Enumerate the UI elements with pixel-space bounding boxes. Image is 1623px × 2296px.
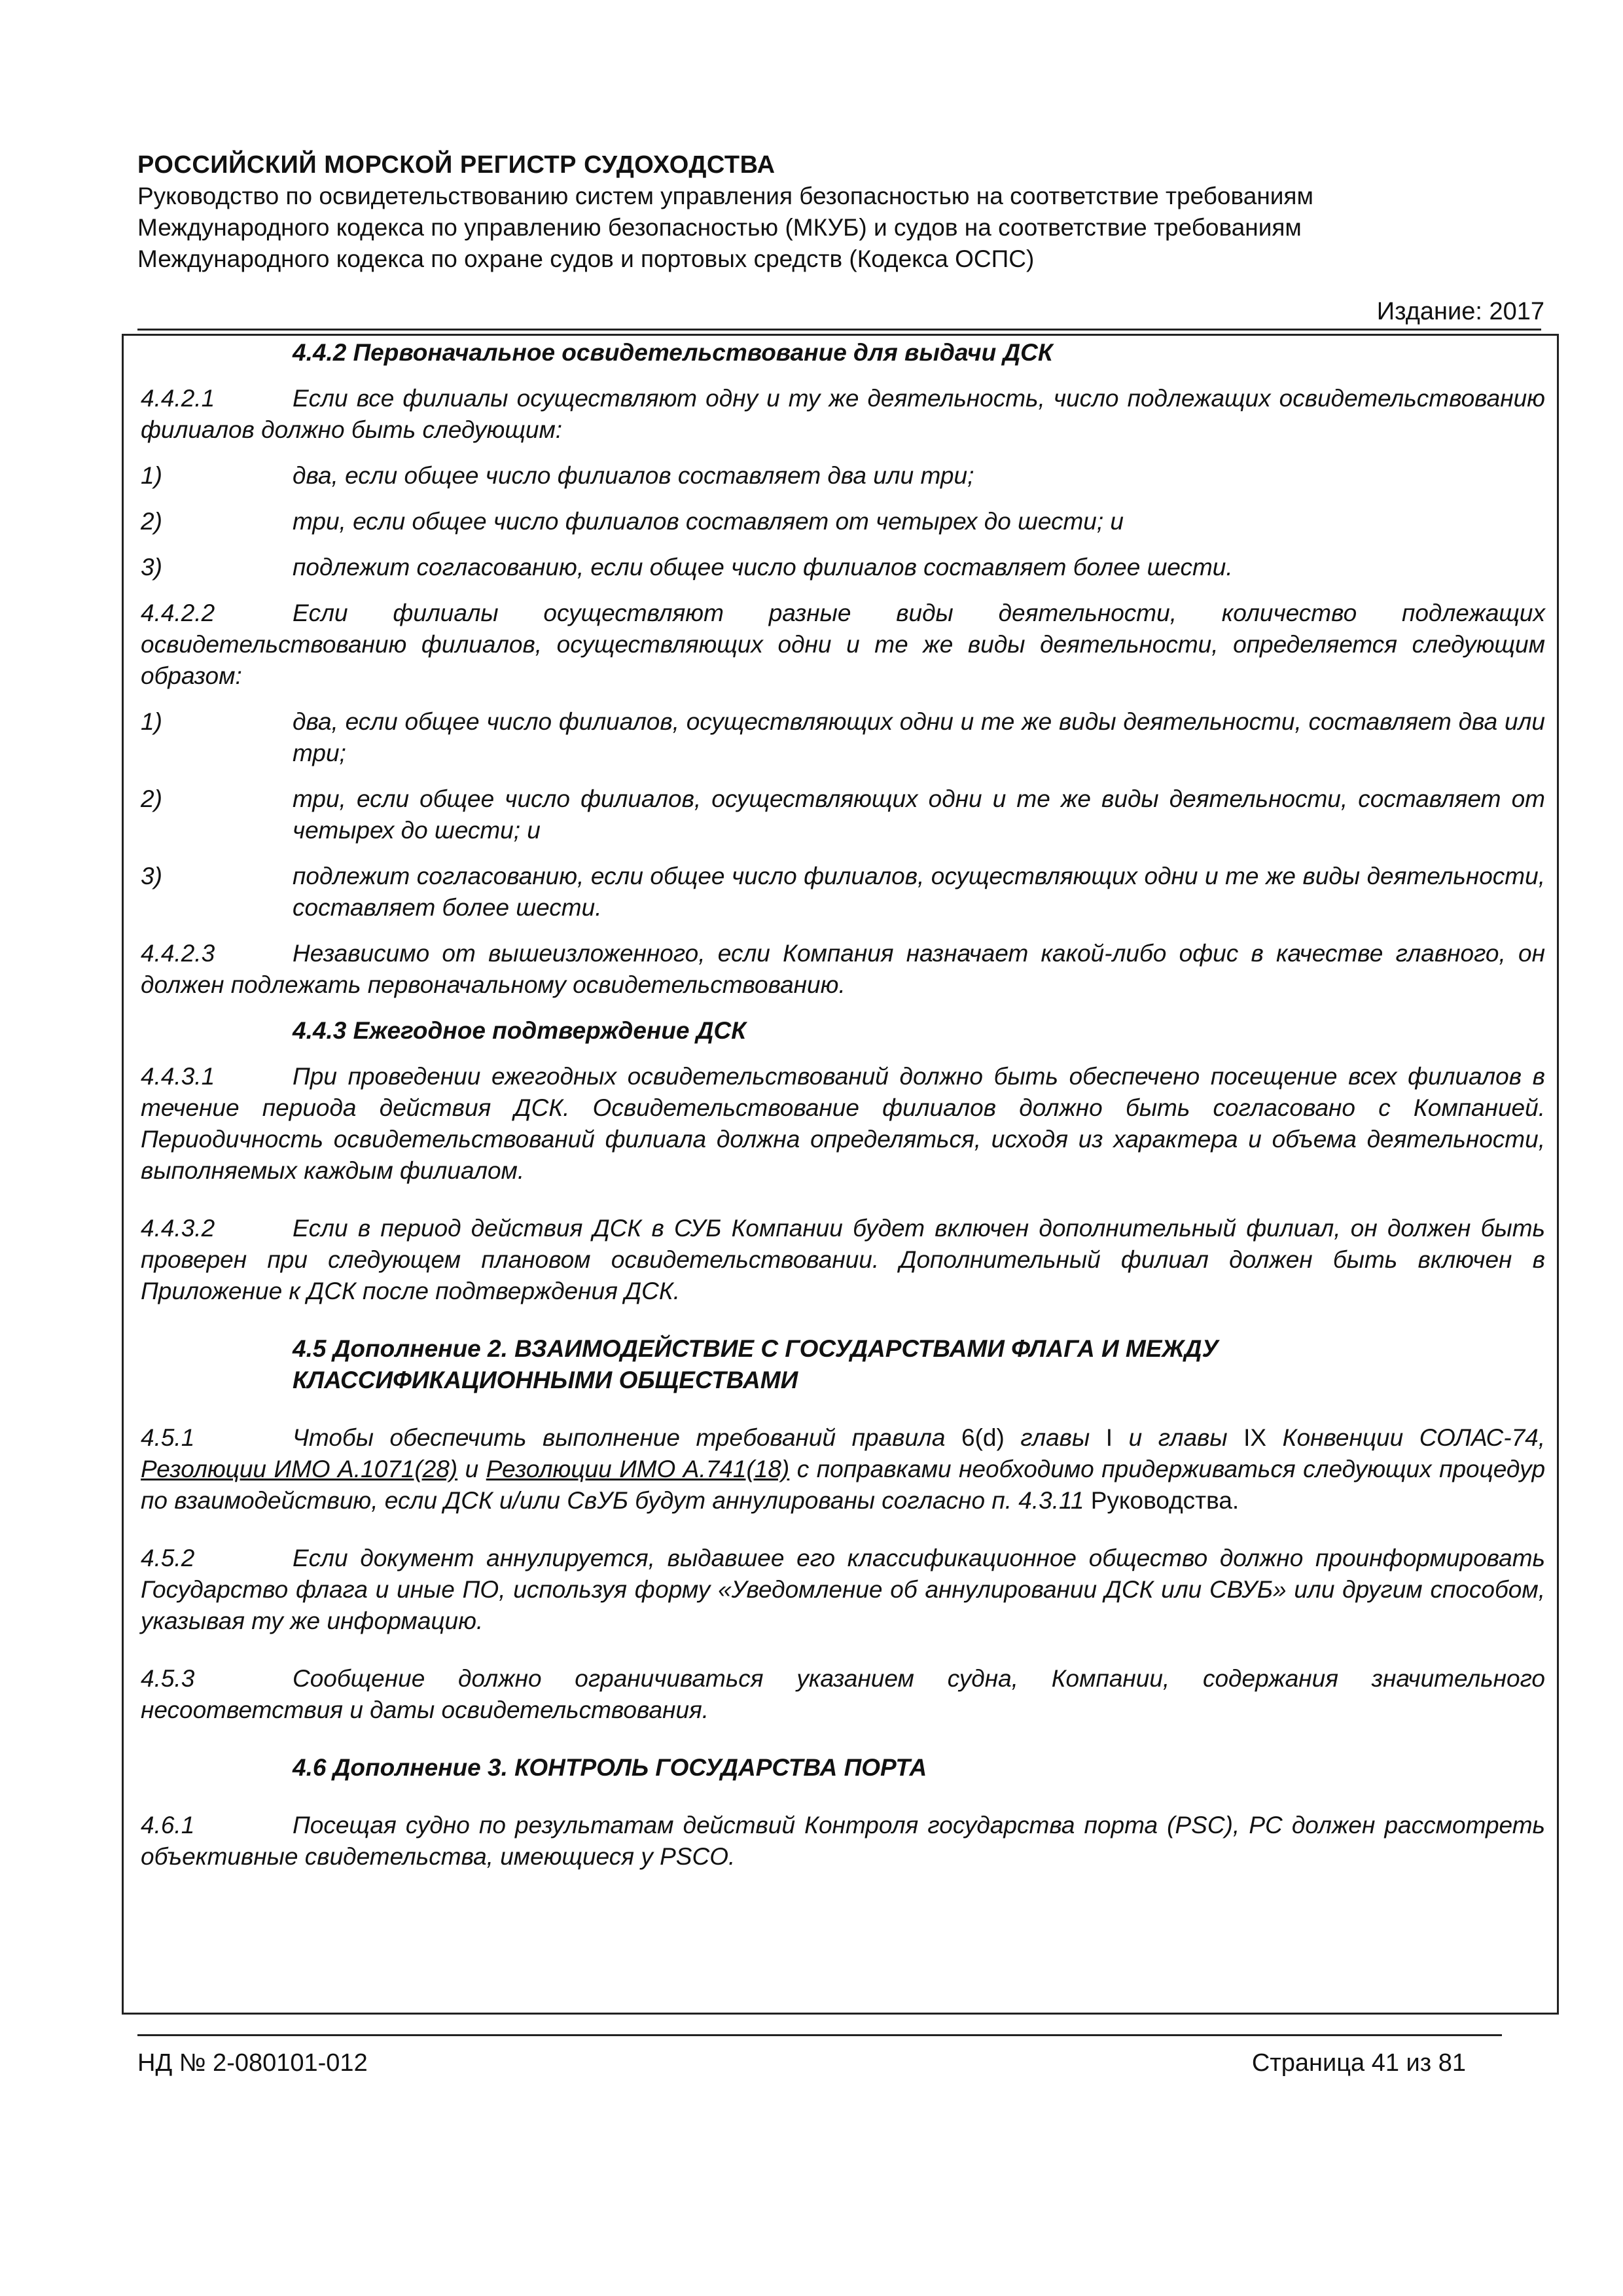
list-item-text: подлежит согласованию, если общее число филиалов, осуществляющих одни и те же виды деятельности, составляет более шести. [293, 863, 1545, 921]
document-number: НД № 2-080101-012 [137, 2049, 368, 2077]
guide-title-line: Международного кодекса по управлению безопасностью (МКУБ) и судов на соответствие требованиям [137, 214, 1302, 241]
paragraph-number: 4.4.2.1 [141, 385, 215, 412]
imo-resolution-link[interactable]: Резолюции ИМО А.741(18) [486, 1456, 790, 1482]
section-heading-4-6: 4.6 Дополнение 3. КОНТРОЛЬ ГОСУДАРСТВА ПОРТА [293, 1754, 927, 1781]
paragraph-text: с поправками необходимо придерживаться следующих процедур по взаимодействию, если ДСК и/или СвУБ будут аннулированы согласно п. 4.3.11 [141, 1456, 1546, 1514]
section-heading-line: КЛАССИФИКАЦИОННЫМИ ОБЩЕСТВАМИ [293, 1367, 798, 1393]
paragraph-number: 4.4.3.2 [141, 1215, 215, 1242]
guide-title-line: Руководство по освидетельствованию систем управления безопасностью на соответствие требованиям [137, 183, 1313, 209]
paragraph-text: Если документ аннулируется, выдавшее его классификационное общество должно проинформировать Государство флага и иные ПО, используя форму «Уведомление об аннулировании ДСК или СВУБ» или другим способом, указывая ту же информацию. [141, 1545, 1545, 1634]
footer-divider [137, 2034, 1502, 2036]
paragraph-number: 4.4.2.3 [141, 940, 215, 967]
list-item-label: 1) [141, 462, 162, 489]
list-item-label: 1) [141, 708, 162, 735]
paragraph-4-5-1 [141, 1422, 1545, 1516]
section-heading-4-4-2: 4.4.2 Первоначальное освидетельствование для выдачи ДСК [293, 339, 1053, 366]
paragraph-text: и главы [1113, 1424, 1244, 1451]
list-item-text: три, если общее число филиалов составляет от четырех до шести; и [293, 508, 1124, 535]
page-number: Страница 41 из 81 [1251, 2049, 1466, 2077]
paragraph-text: Посещая судно по результатам действий Контроля государства порта (PSC), РС должен рассмотреть объективные свидетельства, имеющиеся у PSCO. [141, 1812, 1545, 1870]
paragraph-number: 4.4.2.2 [141, 600, 215, 626]
list-item-text: подлежит согласованию, если общее число филиалов составляет более шести. [293, 554, 1233, 581]
list-item [141, 706, 1545, 769]
rule-reference: 6(d) [961, 1424, 1005, 1451]
guide-title-line: Международного кодекса по охране судов и портовых средств (Кодекса ОСПС) [137, 245, 1035, 272]
list-item [141, 861, 1545, 924]
paragraph-number: 4.4.3.1 [141, 1063, 215, 1090]
paragraph-4-6-1 [141, 1810, 1545, 1873]
paragraph-text: Чтобы обеспечить выполнение требований правила [293, 1424, 962, 1451]
paragraph-text: Независимо от вышеизложенного, если Компания назначает какой-либо офис в качестве главного, он должен подлежать первоначальному освидетельствованию. [141, 940, 1545, 998]
list-item [141, 460, 1545, 492]
edition-label: Издание: 2017 [1376, 298, 1544, 325]
paragraph-text: Если все филиалы осуществляют одну и ту же деятельность, число подлежащих освидетельствованию филиалов должно быть следующим: [141, 385, 1545, 443]
list-item [141, 552, 1545, 583]
guide-title [137, 181, 1544, 275]
list-item [141, 783, 1545, 846]
paragraph-text: Конвенции СОЛАС-74, [1266, 1424, 1546, 1451]
paragraph-4-5-2 [141, 1543, 1545, 1637]
list-item-label: 2) [141, 785, 162, 812]
section-heading-4-5 [141, 1333, 1545, 1396]
paragraph-4-4-2-2 [141, 598, 1545, 692]
chapter-reference: IX [1243, 1424, 1267, 1451]
paragraph-4-4-3-2 [141, 1213, 1545, 1307]
chapter-reference: I [1105, 1424, 1113, 1451]
imo-resolution-link[interactable]: Резолюции ИМО А.1071(28) [141, 1456, 458, 1482]
paragraph-text: и [457, 1456, 486, 1482]
page-header [137, 149, 1544, 275]
list-item-text: два, если общее число филиалов, осуществляющих одни и те же виды деятельности, составляет два или три; [293, 708, 1545, 766]
paragraph-4-4-2-3 [141, 938, 1545, 1001]
list-item-label: 3) [141, 554, 162, 581]
paragraph-number: 4.5.2 [141, 1545, 195, 1571]
paragraph-number: 4.5.3 [141, 1665, 195, 1692]
list-item-label: 2) [141, 508, 162, 535]
paragraph-text: Сообщение должно ограничиваться указанием судна, Компании, содержания значительного несоответствия и даты освидетельствования. [141, 1665, 1545, 1723]
list-item-text: три, если общее число филиалов, осуществляющих одни и те же виды деятельности, составляет от четырех до шести; и [293, 785, 1545, 844]
paragraph-text: главы [1004, 1424, 1106, 1451]
header-divider [137, 329, 1541, 331]
paragraph-4-4-2-1 [141, 383, 1545, 446]
paragraph-text: Руководства. [1084, 1487, 1240, 1514]
paragraph-4-5-3 [141, 1663, 1545, 1726]
list-item-text: два, если общее число филиалов составляет два или три; [293, 462, 974, 489]
list-item-label: 3) [141, 863, 162, 889]
paragraph-number: 4.6.1 [141, 1812, 195, 1839]
section-heading-line: 4.5 Дополнение 2. ВЗАИМОДЕЙСТВИЕ С ГОСУДАРСТВАМИ ФЛАГА И МЕЖДУ [293, 1335, 1219, 1362]
paragraph-4-4-3-1 [141, 1061, 1545, 1187]
document-body [141, 334, 1545, 1873]
paragraph-number: 4.5.1 [141, 1424, 195, 1451]
section-heading-4-4-3: 4.4.3 Ежегодное подтверждение ДСК [293, 1017, 746, 1044]
organization-title: РОССИЙСКИЙ МОРСКОЙ РЕГИСТР СУДОХОДСТВА [137, 151, 776, 179]
paragraph-text: Если в период действия ДСК в СУБ Компании будет включен дополнительный филиал, он должен быть проверен при следующем плановом освидетельствовании. Дополнительный филиал должен быть включен в Приложение к ДСК после подтверждения ДСК. [141, 1215, 1545, 1304]
paragraph-text: При проведении ежегодных освидетельствований должно быть обеспечено посещение всех филиалов в течение периода действия ДСК. Освидетельствование филиалов должно быть согласовано с Компанией. Периодичность освидетельствований филиала должна определяться, исходя из характера и объема деятельности, выполняемых каждым филиалом. [141, 1063, 1545, 1184]
paragraph-text: Если филиалы осуществляют разные виды деятельности, количество подлежащих освидетельствованию филиалов, осуществляющих одни и те же виды деятельности, определяется следующим образом: [141, 600, 1545, 689]
list-item [141, 506, 1545, 537]
